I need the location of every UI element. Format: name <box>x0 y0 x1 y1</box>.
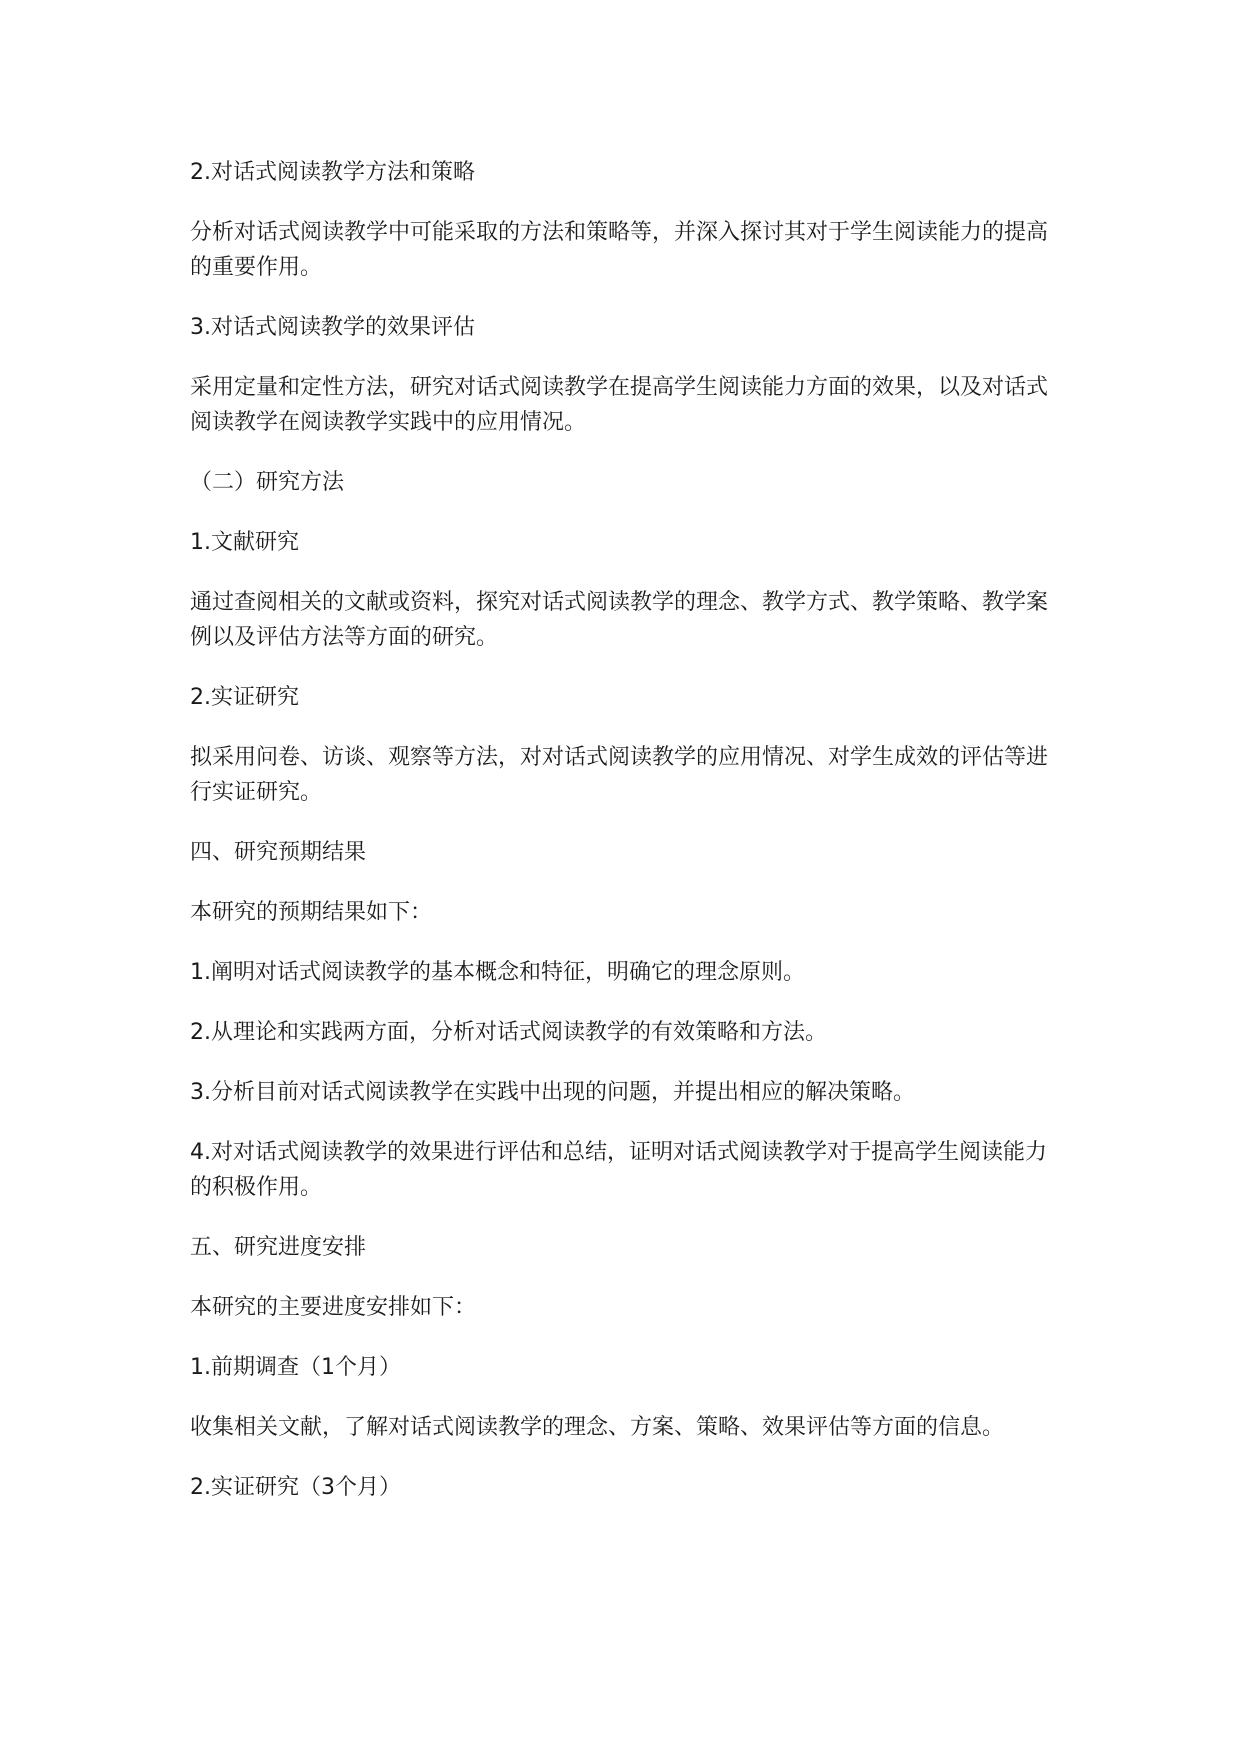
list-item-expected-result-1: 1.阐明对话式阅读教学的基本概念和特征，明确它的理念原则。 <box>190 960 805 985</box>
paragraph-methods-strategies: 分析对话式阅读教学中可能采取的方法和策略等，并深入探讨其对于学生阅读能力的提高的重要作用。 <box>190 220 1049 280</box>
list-item-schedule-empirical: 2.实证研究（3个月） <box>190 1475 401 1500</box>
list-item-expected-result-2: 2.从理论和实践两方面，分析对话式阅读教学的有效策略和方法。 <box>190 1020 827 1045</box>
list-item-expected-result-3: 3.分析目前对话式阅读教学在实践中出现的问题，并提出相应的解决策略。 <box>190 1080 915 1105</box>
paragraph-literature-research: 通过查阅相关的文献或资料，探究对话式阅读教学的理念、教学方式、教学策略、教学案例以及评估方法等方面的研究。 <box>190 590 1049 650</box>
list-item-schedule-preliminary: 1.前期调查（1个月） <box>190 1355 401 1380</box>
paragraph-schedule-preliminary: 收集相关文献，了解对话式阅读教学的理念、方案、策略、效果评估等方面的信息。 <box>190 1415 1005 1440</box>
paragraph-empirical-research: 拟采用问卷、访谈、观察等方法，对对话式阅读教学的应用情况、对学生成效的评估等进行实证研究。 <box>190 745 1049 805</box>
section-heading-research-methods: （二）研究方法 <box>190 470 345 495</box>
subsection-heading-literature-research: 1.文献研究 <box>190 530 299 555</box>
subsection-heading-methods-strategies: 2.对话式阅读教学方法和策略 <box>190 160 475 185</box>
list-item-expected-result-4: 4.对对话式阅读教学的效果进行评估和总结，证明对话式阅读教学对于提高学生阅读能力的积极作用。 <box>190 1140 1047 1200</box>
document-body <box>190 155 1052 1530</box>
subsection-heading-empirical-research: 2.实证研究 <box>190 685 299 710</box>
subsection-heading-effect-evaluation: 3.对话式阅读教学的效果评估 <box>190 315 475 340</box>
section-heading-schedule: 五、研究进度安排 <box>190 1235 367 1260</box>
paragraph-schedule-intro: 本研究的主要进度安排如下： <box>190 1295 477 1320</box>
section-heading-expected-results: 四、研究预期结果 <box>190 840 367 865</box>
paragraph-effect-evaluation: 采用定量和定性方法，研究对话式阅读教学在提高学生阅读能力方面的效果，以及对话式阅读教学在阅读教学实践中的应用情况。 <box>190 375 1049 435</box>
paragraph-expected-results-intro: 本研究的预期结果如下： <box>190 900 433 925</box>
